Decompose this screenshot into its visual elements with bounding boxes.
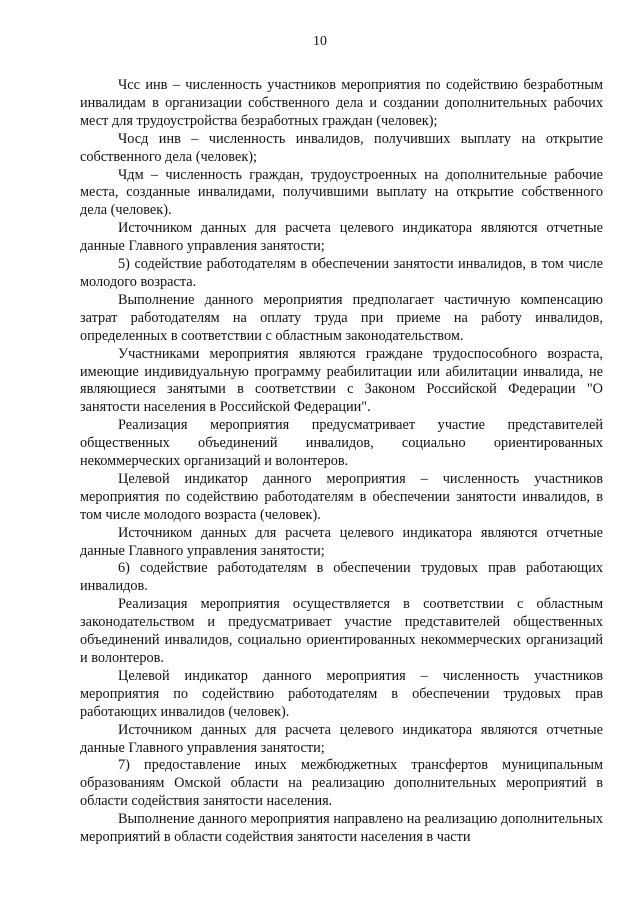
paragraph-execution: Выполнение данного мероприятия направлено на реализацию дополнительных мероприятий в области содействия занятости населения в части	[80, 811, 603, 846]
paragraph-participants: Участниками мероприятия являются граждане трудоспособного возраста, имеющие индивидуальную программу реабилитации или абилитации инвалида, не являющиеся занятыми в соответствии с Законом Российской Федерации "О занятости населения в Российской Федерации".	[80, 345, 603, 416]
paragraph-data-source: Источником данных для расчета целевого индикатора являются отчетные данные Главного управления занятости;	[80, 220, 603, 255]
paragraph-data-source: Источником данных для расчета целевого индикатора являются отчетные данные Главного управления занятости;	[80, 721, 603, 756]
paragraph-target-indicator: Целевой индикатор данного мероприятия – численность участников мероприятия по содействию работодателям в обеспечении занятости инвалидов, в том числе молодого возраста (человек).	[80, 470, 603, 523]
paragraph-item-5: 5) содействие работодателям в обеспечении занятости инвалидов, в том числе молодого возраста.	[80, 256, 603, 290]
paragraph-item-6: 6) содействие работодателям в обеспечении трудовых прав работающих инвалидов.	[80, 560, 603, 595]
paragraph-data-source: Источником данных для расчета целевого индикатора являются отчетные данные Главного управления занятости;	[80, 524, 603, 559]
paragraph-chss-inv: Чсс инв – численность участников мероприятия по содействию безработным инвалидам в организации собственного дела и создании дополнительных рабочих мест для трудоустройства безработных граждан (человек);	[80, 77, 603, 129]
document-body	[80, 77, 603, 847]
paragraph-implementation: Реализация мероприятия предусматривает участие представителей общественных объединений инвалидов, социально ориентированных некоммерческих организаций и волонтеров.	[80, 417, 603, 470]
paragraph-chdm: Чдм – численность граждан, трудоустроенных на дополнительные рабочие места, созданные инвалидами, получившими выплату на открытие собственного дела (человек).	[80, 166, 603, 219]
paragraph-target-indicator: Целевой индикатор данного мероприятия – численность участников мероприятия по содействию работодателям в обеспечении трудовых прав работающих инвалидов (человек).	[80, 667, 603, 720]
paragraph-item-7: 7) предоставление иных межбюджетных трансфертов муниципальным образованиям Омской области на реализацию дополнительных мероприятий в области содействия занятости населения.	[80, 757, 603, 810]
paragraph-implementation: Реализация мероприятия осуществляется в соответствии с областным законодательством и предусматривает участие представителей общественных объединений инвалидов, социально ориентированных некоммерческих организаций и волонтеров.	[80, 596, 603, 666]
paragraph-chosd-inv: Чосд инв – численность инвалидов, получивших выплату на открытие собственного дела (человек);	[80, 130, 603, 165]
page-number: 10	[313, 34, 327, 49]
paragraph-compensation: Выполнение данного мероприятия предполагает частичную компенсацию затрат работодателям на оплату труда при приеме на работу инвалидов, определенных в соответствии с областным законодательством.	[80, 291, 603, 344]
